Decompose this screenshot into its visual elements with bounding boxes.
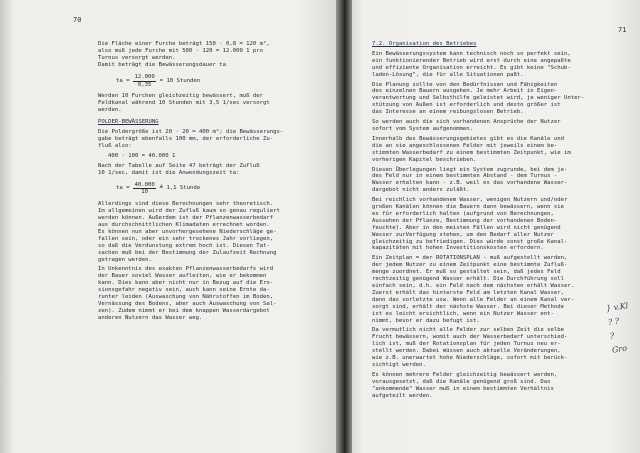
calculation-zufluss: 400 · 100 = 40.000 1 <box>108 152 176 159</box>
text-line: So werden auch die sich vorhandenen Ansprüche der Nutzer <box>372 119 561 126</box>
text-line: einfach sein, d.h. ein Feld nach dem nächsten erhält Wasser. <box>372 283 575 289</box>
text-line: dann das vorletzte usw. Wenn alle Felder an einem Kanal ver- <box>372 296 575 303</box>
text-line: Wasser zurVerfügung stehen, um den Bedarf aller Nutzer <box>372 231 554 238</box>
paragraph <box>372 167 607 195</box>
text-line: Innerhalb des Bewässerungsgebietes gibt es die Kanäle und <box>372 135 564 142</box>
right-page-text <box>372 36 607 403</box>
text-line: Ein Zeitplan = der ROTATIONSPLAN - muß aufgestellt werden, <box>372 255 568 262</box>
text-line: Ein Bewässerungssystem kann technisch noch so perfekt sein, <box>372 50 571 57</box>
text-line: der jedem Nutzer zu einem Zeitpunkt eine bestimmte Zufluß- <box>372 262 568 269</box>
text-line: "ankommende" Wasser muß in einem bestimmten Verhältnis <box>372 385 554 392</box>
text-line: Diesen Überlegungen liegt ein System zugrunde, bei dem je- <box>372 166 568 173</box>
text-line: vorherigen Kapitel beschrieben. <box>372 156 477 163</box>
text-line: ein funktionierender Betrieb wird erst durch eine angepaßte <box>372 57 571 64</box>
text-line: nimmt, bevor er dazu befugt ist. <box>372 317 480 324</box>
text-line: des einzelnen Bauern ausgehen. Je mehr Arbeit in Eigen- <box>372 88 558 95</box>
text-line: rechtzeitig genügend Wasser erhält. Die Durchführung soll <box>372 276 564 283</box>
text-line: des Feld nur in einem bestimmten Abstand - dem Turnus - <box>372 173 558 180</box>
text-line: menge zuordnet. Er muß so gestaltet sein, daß jedes Feld <box>372 269 561 276</box>
paragraph <box>372 82 607 117</box>
handwritten-margin-notes: } v.Kl ? ? ? Gro <box>605 301 629 355</box>
text-line: die an sie angeschlossenen Felder mit jeweils einem be- <box>372 142 558 149</box>
text-line: stützung von Außen ist erforderlich und desto größer ist <box>372 102 561 109</box>
page-number-left: 70 <box>73 16 82 24</box>
paragraph-tabelle: Nach der Tabelle auf Seite 47 beträgt der Zufluß 10 1/sec, damit ist die Anwendungszeit ta: <box>98 162 260 176</box>
text-line: und effiziente Organisation erreicht. Es gibt keine "Schub- <box>372 64 571 71</box>
text-line: Bei reichlich vorhandenem Wasser, wenigen Nutzern und/oder <box>372 197 568 204</box>
text-line: ist es leicht ersichtlich, wenn ein Nutzer Wasser ent- <box>372 310 554 317</box>
text-line: Die Planung sollte von den Bedürfnissen und Fähigkeiten <box>372 81 558 88</box>
text-line: Wasser erhalten kann - z.B. weil es das vorhandene Wasser- <box>372 180 568 187</box>
left-page-text <box>98 41 334 325</box>
paragraph <box>372 327 607 368</box>
book-gutter <box>336 0 352 453</box>
page-number-right: 71 <box>618 26 627 34</box>
section-heading-organisation: 7.2. Organisation des Betriebes <box>372 41 477 47</box>
text-line: gleichzeitig zu befriedigen. Dies würde sonst große Kanal- <box>372 238 568 245</box>
text-line: Zuerst erhält das hinterste Feld am letzten Kanal Wasser, <box>372 289 564 296</box>
text-line: es für erforderlich halten (aufgrund von Berechnungen, <box>372 210 554 217</box>
text-line: sorgt sind, erhält der nächste Wasser. Bei dieser Methode <box>372 303 564 310</box>
formula-furche: ta = $\frac{12.000}{0,35}$ = 10 Stunden <box>116 73 201 88</box>
section-heading-polder: POLDER-BEWÄSSERUNG <box>98 119 159 126</box>
paragraph <box>372 119 607 133</box>
text-line: kapazitäten mit hohen Investitionskosten erfordern. <box>372 245 544 252</box>
text-line: stellt werden. Dabei müssen auch aktuelle Veränderungen, <box>372 348 561 355</box>
text-line: vorausgesetzt, daß die Kanäle genügend groß sind. Das <box>372 378 551 385</box>
text-line: großen Kanälen können die Bauern dann bewässern, wenn sie <box>372 204 564 211</box>
paragraph <box>372 197 607 252</box>
text-line: sofort vom System aufgenommen. <box>372 125 474 132</box>
text-line: stimmten Wasserbedarf zu einem bestimmten Zeitpunkt, wie im <box>372 149 571 156</box>
text-line: das Interesse an einem reibungslosen Betrieb. <box>372 109 524 116</box>
paragraph-berechnungen: Allerdings sind diese Berechnungen sehr theoretisch. Im allgemeinen wird der Zufluß kaum so genau reguliert werden können. Außerdem ist der Pflanzenwasserbedarf aus durchschnittlichen Klimadaten errechnet worden. Es können nun aber unvorhergesehene Niederschläge ge- fallen sein, oder ein sehr trockenes Jahr vorliegen, so daß die Verdunstung extrem hoch ist. Diesen Tat- sachen muß bei der Bestimmung der Zulaufzeit Rechnung getragen werden. <box>98 201 280 263</box>
text-line: wie z.B. unerwartet hohe Niederschläge, sofort mit berück- <box>372 355 568 362</box>
text-line: Aussehen der Pflanze, Bestimmung der vorhandenen Boden- <box>372 217 558 224</box>
right-paragraphs <box>372 51 607 400</box>
text-line: aufgeteilt werden. <box>372 392 433 399</box>
paragraph-furche: Die Fläche einer Furche beträgt 150 · 0,8 = 120 m², also muß jede Furche mit 500 · 120 = 12.000 1 pro Turnus versorgt werden. Damit beträgt die Bewässerungsdauer ta <box>98 41 270 68</box>
text-line: lich ist, muß der Rotationsplan für jeden Turnus neu er- <box>372 341 561 348</box>
paragraph <box>372 255 607 324</box>
paragraph <box>372 51 607 79</box>
text-line: laden-Lösung", die für alle Situationen paßt. <box>372 71 524 78</box>
paragraph-polder: Die Poldergröße ist 20 · 20 = 400 m²; die Bewässerungs- gabe beträgt ebenfalls 100 mm, der erforderliche Zu- fluß also: <box>98 129 284 149</box>
text-line: Frucht bewässern, womit auch der Wasserbedarf unterschied- <box>372 334 568 341</box>
text-line: Es können mehrere Felder gleichzeitig bewässert werden, <box>372 371 558 378</box>
paragraph <box>372 136 607 164</box>
paragraph-feldkanal: Werden 10 Furchen gleichzeitig bewässert, muß der Feldkanal während 10 Stunden mit 3,5 1/sec versorgt werden. <box>98 93 270 114</box>
text-line: feuchte). Aber in den meisten Fällen wird nicht genügend <box>372 224 561 231</box>
right-page <box>347 0 640 453</box>
formula-polder: ta = $\frac{40.000}{10}$ ≙ 1,1 Stunde <box>116 181 201 196</box>
text-line: verantwortung und Selbsthilfe geleistet wird, je weniger Unter- <box>372 95 585 102</box>
text-line: sichtigt werden. <box>372 361 426 368</box>
text-line: dargebot nicht anders zuläßt. <box>372 187 470 194</box>
paragraph-unkenntnis: In Unkenntnis des exakten Pflanzenwasserbedarfs wird der Bauer soviel Wasser aufleiten, wie er bekommen kann. Dies kann aber nicht nur in Bezug auf die Ero- sionsgefahr negativ sein, auch kann seine Ernte da- runter leiden (Auswaschung von Nährstoffen im Boden, Vernässung des Bodens, aber auch Auswaschung von Sal- zen). Zudem nimmt er bei dem knappen Wasserdargebot anderen Nutzern das Wasser weg. <box>98 266 277 321</box>
paragraph <box>372 372 607 400</box>
text-line: Da vermutlich nicht alle Felder zur selben Zeit die selbe <box>372 327 564 334</box>
